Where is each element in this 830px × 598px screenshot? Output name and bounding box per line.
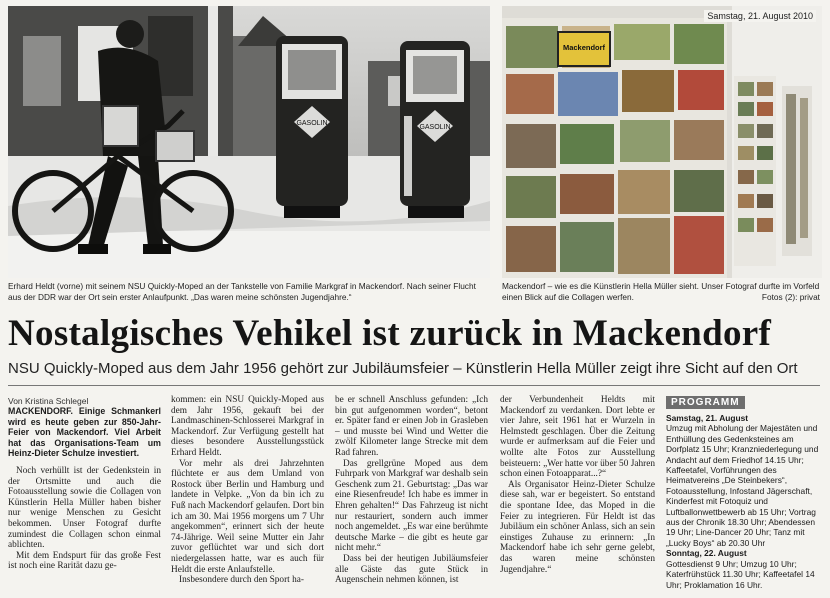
issue-date: Samstag, 21. August 2010 [704,10,816,22]
article-column-3 [335,395,488,586]
pump-sign-text-1: GASOLIN [296,120,328,127]
article-lead: MACKENDORF. Einige Schmankerl wird es heute geben zur 850-Jahr-Feier von Mackendorf. Viel Arbeit hat das Organisations-Team um Heinz-Dieter Schulze investiert. [8,406,161,459]
article-column-2 [171,395,324,586]
program-sunday-events: Gottesdienst 9 Uhr; Umzug 10 Uhr; Katerfrühstück 11.30 Uhr; Kaffeetafel 14 Uhr; Proklamation 16 Uhr. [666,558,815,590]
photo-caption-right-text: Mackendorf – wie es die Künstlerin Hella Müller sieht. Unser Fotograf durfte im Vorfeld einen Blick auf die Collagen werfen. [502,281,820,302]
program-day-saturday: Samstag, 21. August [666,413,749,423]
mackendorf-sign [558,32,610,66]
paragraph: kommen: ein NSU Quickly-Moped aus dem Jahr 1956, gekauft bei der Landmaschinen-Schlosserei Markgraf in Mackendorf. Zur Verfügung gestellt hat dieses besondere Ausstellungsstück Erhard Heldt. [171,395,324,458]
article-column-4 [500,395,655,575]
program-day-sunday: Sonntag, 22. August [666,548,747,559]
photo-collage-wall [502,6,822,278]
photo-caption-right [502,281,820,302]
subheadline: NSU Quickly-Moped aus dem Jahr 1956 gehört zur Jubiläumsfeier – Künstlerin Hella Müller zeigt ihre Sicht auf den Ort [8,360,798,377]
paragraph: der Verbundenheit Heldts mit Mackendorf zu verdanken. Dort lebte er vier Jahre, seit 1961 hat er Wurzeln in Helmstedt geschlagen. Über die Zeitung wurde er aufmerksam auf die Feier und wollte alte Fotos zur Ausstellung beisteuern: „Wer hatte vor über 50 Jahren schon einen Fotoapparat...?“ [500,395,655,480]
program-text [666,413,822,590]
photo-moped-gas-station [8,6,490,278]
sign-text: Mackendorf [562,43,606,52]
paragraph: Mit dem Endspurt für das große Fest ist noch eine Rarität dazu ge- [8,550,161,572]
paragraph: Das grellgrüne Moped aus dem Fuhrpark von Markgraf war deshalb sein Geschenk zum 21. Geburtstag: „Das war eine Riesenfreude! Ich habe es immer in Ehren gehalten!“ Das Fahrzeug ist nicht nur restauriert, sondern auch immer noch angemeldet. „Es war eine berühmte deutsche Marke – die gibt es heute gar nicht mehr.“ [335,458,488,554]
article-column-1 [8,406,161,572]
photo-collage-illustration [502,6,822,278]
program-box [666,392,822,590]
photo-moped-illustration [8,6,490,278]
photo-caption-left: Erhard Heldt (vorne) mit seinem NSU Quickly-Moped an der Tankstelle von Familie Markgraf in Mackendorf. Nach seiner Flucht aus der DDR war der Ort sein erster Anlaufpunkt. „Das waren meine schönsten Jugendjahre.“ [8,281,476,302]
fuel-pump-1 [276,36,348,218]
program-saturday-events: Umzug mit Abholung der Majestäten und Enthüllung des Gedenksteines am Dorfplatz 15 Uhr; Kranzniederlegung und Andacht auf dem Friedhof 14.15 Uhr; Kaffeetafel, Vorführungen des Heimatvereins „De Steinbekers“, Fotoausstellung, Infostand Jägerschaft, Kinderfest mit Fotoquiz und Luftballonwettbewerb ab 15 Uhr; Vortrag aus der Chronik 18.30 Uhr; Abendessen 19 Uhr; Line-Dancer 20 Uhr; Tanz mit „Lucky Boys“ ab 20.30 Uhr [666,423,819,548]
paragraph: Vor mehr als drei Jahrzehnten flüchtete er aus dem Umland von Rostock über Berlin und Hamburg und landete in Velpke. „Von da bin ich zu Fuß nach Mackendorf gelaufen. Dort bin ich am 30. Mai 1956 morgens um 7 Uhr angekommen“, erinnert sich der heute 74-Jährige. Weil seine Mutter ein Jahr zuvor geflüchtet war und sich dort niedergelassen hatte, war es auch für Heldt die erste Anlaufstelle. [171,458,324,575]
pump-sign-text-2: GASOLIN [419,124,451,131]
headline: Nostalgisches Vehikel ist zurück in Mackendorf [8,313,772,354]
fuel-pump-2 [400,41,470,218]
photo-credit: Fotos (2): privat [761,291,820,302]
paragraph: Dass bei der heutigen Jubiläumsfeier alle Gäste das gute Stück in Augenschein nehmen können, ist [335,553,488,586]
paragraph: Als Organisator Heinz-Dieter Schulze diese sah, war er begeistert. So entstand die spontane Idee, das Moped in die Feier zu integrieren. Für Heldt ist das Jubiläum ein schöner Anlass, sich an sein einstiges Zuhause zu erinnern: „In Mackendorf habe ich sehr gerne gelebt, das waren meine schönsten Jugendjahre.“ [500,479,655,575]
paragraph: Insbesondere durch den Sport ha- [179,575,304,586]
program-title: PROGRAMM [666,396,745,409]
collage-panel-left [502,18,727,278]
paragraph: be er schnell Anschluss gefunden: „Ich bin gut aufgenommen worden“, betont er. Später fand er einen Job in Grasleben – und musste bei Wind und Wetter die zwölf Kilometer lange Strecke mit dem Rad fahren. [335,395,488,458]
byline: Von Kristina Schlegel [8,396,89,406]
paragraph: Noch verhüllt ist der Gedenkstein in der Ortsmitte und auch die Fotoausstellung sowie die Collagen von Künstlerin Hella Müller haben bisher nur wenige Menschen zu Gesicht bekommen. Unser Fotograf durfte zumindest die Collagen schon einmal ablichten. [8,465,161,551]
divider-rule [8,385,820,386]
collage-panel-right [734,76,812,266]
